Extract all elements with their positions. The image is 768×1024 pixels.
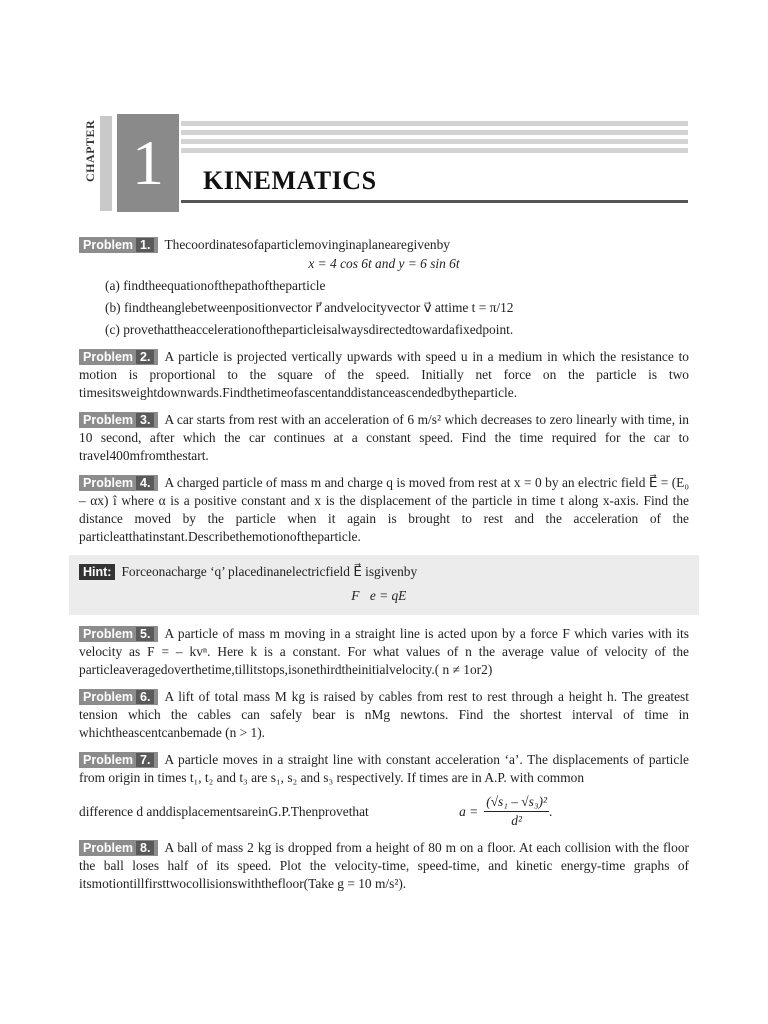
chapter-side-bar [100,116,112,211]
problem-1 [79,236,689,339]
problem-text: A particle moves in a straight line with constant acceleration ‘a’. The displacements of particle from origin in times t₁, t₂ and t₃ are s₁, s₂ and s₃ respectively. If times are in A.P. with common [79,752,689,785]
hint-box [69,555,699,615]
hint-equation: F⃗e = qE⃗ [351,588,417,603]
part-c: (c) provethattheaccelerationoftheparticleisalwaysdirectedtowardafixedpoint. [105,322,514,337]
problem-list [79,236,689,902]
problem-equation: x = 4 cos 6t and y = 6 sin 6t [308,256,460,271]
problem-5 [79,625,689,679]
problem-tag: Problem 4. [79,475,158,491]
problem-tag: Problem 2. [79,349,158,365]
problem-tag: Problem 5. [79,626,158,642]
problem-tag: Problem 6. [79,689,158,705]
problem-text: A ball of mass 2 kg is dropped from a height of 80 m on a floor. At each collision with the floor the ball loses half of its speed. Plot the velocity-time, speed-time, and kinetic energy-time graphs of itsmotiontillfirsttwocollisionswiththefloor(Take g = 10 m/s²). [79,840,689,891]
chapter-number: 1 [117,114,179,212]
fraction-numerator: (√s₁ – √s₃)² [484,793,549,812]
decorative-stripes [181,121,688,157]
problem-tag: Problem 1. [79,237,158,253]
problem-7-conclusion: difference d anddisplacementsareinG.P.Thenprovethat a = $\frac{\text{(√s₁ – √s₃)²}}{\text{d²}}$ . [79,794,553,828]
equation-lhs: a = [459,803,479,819]
chapter-title: KINEMATICS [203,166,377,195]
problem-4 [79,474,689,546]
problem-text: A particle is projected vertically upwards with speed u in a medium in which the resistance to motion is proportional to the square of the speed. Initially net force on the particle is two timesitsweightdownwards.Findthetimeofascentanddistanceascendedbytheparticle. [79,349,689,400]
problem-text: A car starts from rest with an acceleration of 6 m/s² which decreases to zero linearly with time, in 10 second, after which the car continues at a constant speed. Find the time required for the car to travel400mfromthestart. [79,412,689,463]
part-b: (b) findtheanglebetweenpositionvector r⃗ andvelocityvector v⃗ attime t = π/12 [105,300,514,315]
part-a: (a) findtheequationofthepathoftheparticle [105,278,326,293]
hint-tag: Hint: [79,564,115,580]
chapter-header [0,0,768,215]
problem-text: A lift of total mass M kg is raised by cables from rest to rest through a height h. The greatest tension which the cables can safely bear is nMg newtons. Find the shortest interval of time in whichtheascentcanbemade (n > 1). [79,689,689,740]
problem-text: A particle of mass m moving in a straight line is acted upon by a force F which varies with its velocity as F = – kvⁿ. Here k is a constant. For what values of n the average value of velocity of the particleaveragedoverthetime,tillitstops,isonethirdtheinitialvelocity.( n ≠ 1or2) [79,626,689,677]
problem-8 [79,839,689,893]
problem-text: A charged particle of mass m and charge q is moved from rest at x = 0 by an electric field E⃗ = (E₀ – αx) î where α is a positive constant and x is the displacement of the particle in time t along x-axis. Find the distance moved by the particle when it again is brought to rest and the acceleration of the particleatthatinstant.Describethemotionoftheparticle. [79,475,689,544]
hint-text: Forceonacharge ‘q’ placedinanelectricfield E⃗ isgivenby [121,564,418,579]
problem-6 [79,688,689,742]
fraction-denominator: d² [511,813,522,828]
equation-fraction [484,793,549,830]
problem-text: Thecoordinatesofaparticlemovinginaplanearegivenby [164,237,450,252]
problem-parts [79,277,689,339]
problem-7 [79,751,689,830]
problem-tag: Problem 7. [79,752,158,768]
title-rule [181,200,688,203]
problem-7-tail: difference d anddisplacementsareinG.P.Thenprovethat [79,803,369,819]
problem-3 [79,411,689,465]
problem-2 [79,348,689,402]
chapter-label: CHAPTER [83,119,97,182]
problem-tag: Problem 8. [79,840,158,856]
problem-tag: Problem 3. [79,412,158,428]
